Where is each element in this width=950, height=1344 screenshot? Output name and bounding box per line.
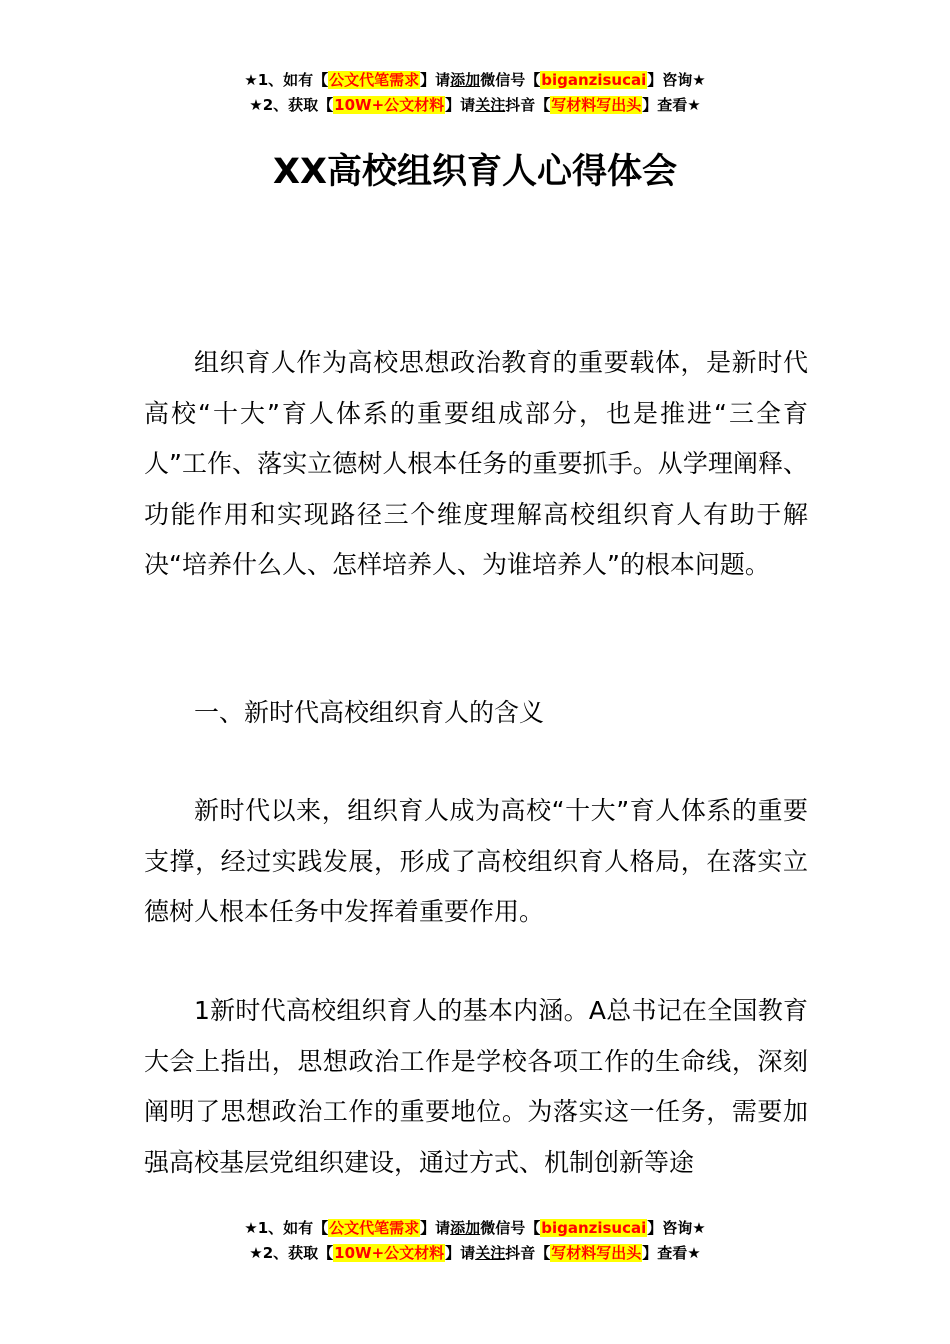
banner-text: 2、获取【 xyxy=(262,96,334,114)
star-icon: ★ xyxy=(249,96,263,114)
star-icon: ★ xyxy=(692,71,706,89)
highlight-wechat-id: biganzisucai xyxy=(541,71,647,89)
highlight-douyin-account: 写材料写出头 xyxy=(551,96,642,114)
banner-text: 】查看 xyxy=(642,1244,688,1262)
star-icon: ★ xyxy=(244,1219,258,1237)
paragraph-section-intro xyxy=(144,786,808,938)
banner-text: 抖音【 xyxy=(505,96,551,114)
section-heading xyxy=(144,688,808,739)
paragraph-text: 新时代以来，组织育人成为高校“十大”育人体系的重要支撑，经过实践发展，形成了高校组织育人格局，在落实立德树人根本任务中发挥着重要作用。 xyxy=(144,796,808,926)
underlined-add: 添加 xyxy=(450,71,481,89)
highlight-douyin-account: 写材料写出头 xyxy=(551,1244,642,1262)
underlined-follow: 关注 xyxy=(475,1244,506,1262)
banner-text: 抖音【 xyxy=(505,1244,551,1262)
star-icon: ★ xyxy=(692,1219,706,1237)
underlined-follow: 关注 xyxy=(475,96,506,114)
banner-text: 】咨询 xyxy=(647,1219,693,1237)
banner-text: 】查看 xyxy=(642,96,688,114)
banner-text: 】请 xyxy=(445,96,476,114)
highlight-wechat-id: biganzisucai xyxy=(541,1219,647,1237)
banner-line-1 xyxy=(0,68,950,93)
star-icon: ★ xyxy=(249,1244,263,1262)
paragraph-text: 1新时代高校组织育人的基本内涵。A总书记在全国教育大会上指出，思想政治工作是学校各项工作的生命线，深刻阐明了思想政治工作的重要地位。为落实这一任务，需要加强高校基层党组织建设，通过方式、机制创新等途 xyxy=(144,996,808,1177)
header-banner xyxy=(0,68,950,118)
banner-text: 】请 xyxy=(420,1219,451,1237)
banner-text: 微信号【 xyxy=(480,71,541,89)
highlight-materials: 10W+公文材料 xyxy=(334,96,445,114)
paragraph-intro xyxy=(144,338,808,591)
document-title: XX高校组织育人心得体会 xyxy=(273,152,677,192)
footer-banner xyxy=(0,1216,950,1266)
star-icon: ★ xyxy=(687,1244,701,1262)
highlight-materials: 10W+公文材料 xyxy=(334,1244,445,1262)
banner-text: 】咨询 xyxy=(647,71,693,89)
underlined-add: 添加 xyxy=(450,1219,481,1237)
highlight-service: 公文代笔需求 xyxy=(329,71,420,89)
star-icon: ★ xyxy=(687,96,701,114)
highlight-service: 公文代笔需求 xyxy=(329,1219,420,1237)
banner-text: 1、如有【 xyxy=(257,71,329,89)
banner-line-1 xyxy=(0,1216,950,1241)
banner-text: 微信号【 xyxy=(480,1219,541,1237)
banner-text: 2、获取【 xyxy=(262,1244,334,1262)
star-icon: ★ xyxy=(244,71,258,89)
banner-line-2 xyxy=(0,93,950,118)
paragraph-basic-meaning xyxy=(144,986,808,1188)
banner-line-2 xyxy=(0,1241,950,1266)
banner-text: 】请 xyxy=(445,1244,476,1262)
banner-text: 1、如有【 xyxy=(257,1219,329,1237)
banner-text: 】请 xyxy=(420,71,451,89)
paragraph-text: 组织育人作为高校思想政治教育的重要载体，是新时代高校“十大”育人体系的重要组成部分，也是推进“三全育人”工作、落实立德树人根本任务的重要抓手。从学理阐释、功能作用和实现路径三个维度理解高校组织育人有助于解决“培养什么人、怎样培养人、为谁培养人”的根本问题。 xyxy=(144,348,808,579)
heading-text: 一、新时代高校组织育人的含义 xyxy=(194,698,545,727)
